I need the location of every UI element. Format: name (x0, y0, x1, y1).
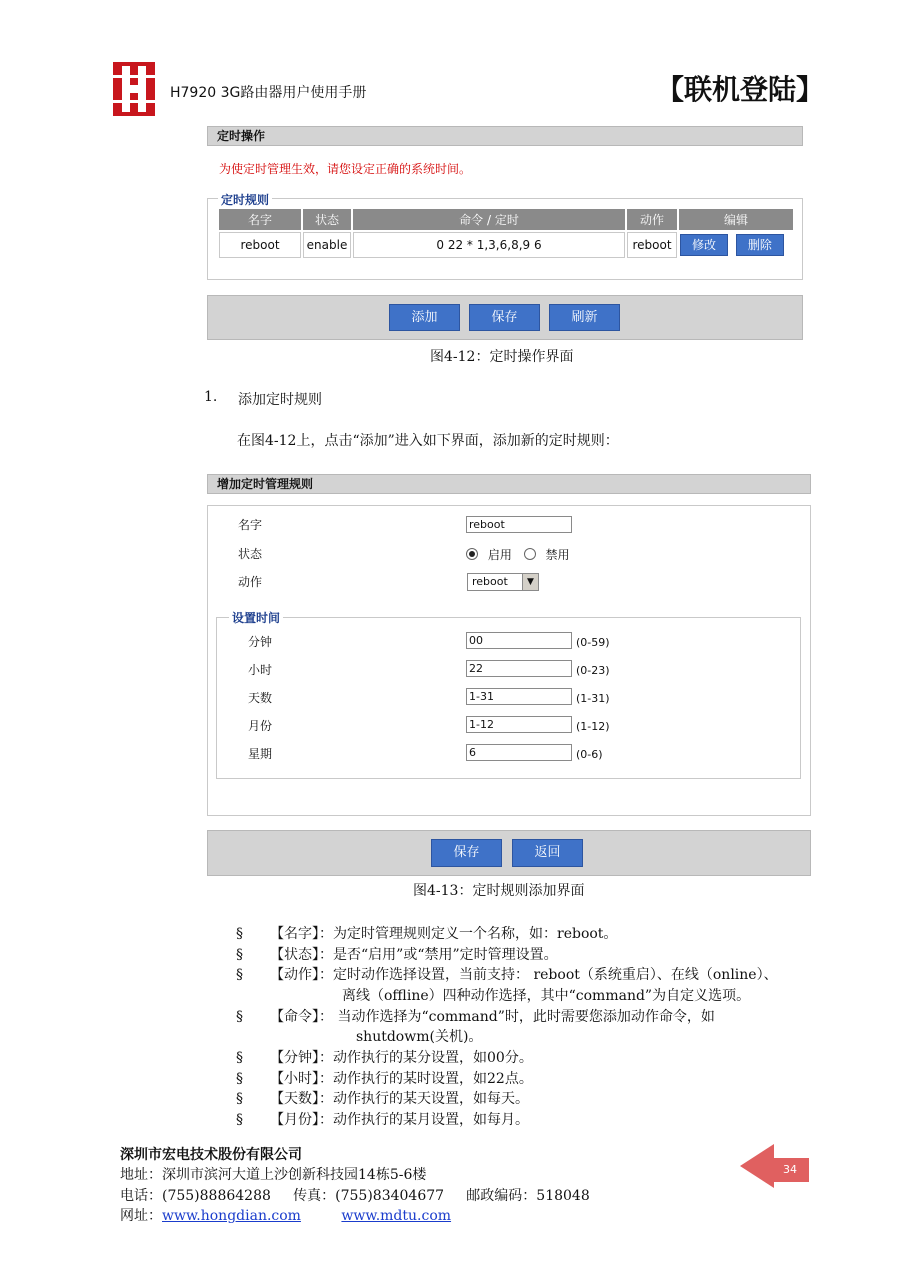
status-disable-label: 禁用 (545, 548, 570, 562)
name-input[interactable]: reboot (466, 516, 572, 533)
figure-caption-4-13: 图4-13：定时规则添加界面 (413, 883, 585, 899)
action-select[interactable] (467, 573, 539, 591)
refresh-button[interactable]: 刷新 (549, 304, 620, 331)
time-notice: 为使定时管理生效，请您设定正确的系统时间。 (219, 162, 472, 176)
weekday-label: 星期 (248, 747, 273, 761)
list-item: § 【命令】： 当动作选择为“command”时，此时需要您添加动作命令，如 (236, 1009, 715, 1025)
month-label: 月份 (248, 719, 273, 733)
chevron-down-icon[interactable]: ▼ (522, 574, 538, 590)
time-settings-legend: 设置时间 (229, 609, 283, 626)
list-item-continuation: shutdowm(关机)。 (356, 1029, 483, 1045)
list-item: § 【动作】：定时动作选择设置，当前支持： reboot（系统重启）、在线（online）、 (236, 967, 778, 983)
minute-range: (0-59) (576, 636, 610, 649)
rule-command-cell: 0 22 * 1,3,6,8,9 6 (353, 232, 625, 258)
step-paragraph: 在图4-12上，点击“添加”进入如下界面，添加新的定时规则： (237, 433, 619, 449)
rule-name-cell: reboot (219, 232, 301, 258)
month-range: (1-12) (576, 720, 610, 733)
status-disable-radio[interactable] (524, 548, 536, 560)
column-header-edit: 编辑 (679, 209, 793, 230)
day-range: (1-31) (576, 692, 610, 705)
status-radio-group (466, 546, 570, 563)
minute-input[interactable]: 00 (466, 632, 572, 649)
list-item: § 【小时】：动作执行的某时设置，如22点。 (236, 1071, 533, 1087)
mdtu-link[interactable]: www.mdtu.com (341, 1208, 452, 1224)
rule-edit-cell (679, 232, 793, 258)
hour-range: (0-23) (576, 664, 610, 677)
rule-status-cell: enable (303, 232, 351, 258)
back-button[interactable]: 返回 (512, 839, 583, 867)
rule-action-cell: reboot (627, 232, 677, 258)
document-title: H7920 3G路由器用户使用手册 (170, 85, 367, 101)
status-label: 状态 (238, 547, 263, 561)
list-item-continuation: 离线（offline）四种动作选择，其中“command”为自定义选项。 (342, 988, 751, 1004)
hour-label: 小时 (248, 663, 273, 677)
day-label: 天数 (248, 691, 273, 705)
footer-address: 地址：深圳市滨河大道上沙创新科技园14栋5-6楼 (120, 1167, 427, 1183)
action-select-value: reboot (472, 575, 508, 588)
edit-rule-button[interactable]: 修改 (680, 234, 728, 256)
column-header-name: 名字 (219, 209, 301, 230)
footer-phone: 电话：(755)88864288 传真：(755)83404677 邮政编码：518048 (120, 1188, 590, 1204)
column-header-command: 命令 / 定时 (353, 209, 625, 230)
add-rule-panel-title: 增加定时管理规则 (207, 474, 811, 494)
footer-company: 深圳市宏电技术股份有限公司 (120, 1147, 302, 1163)
table-header-row (219, 209, 793, 230)
day-input[interactable]: 1-31 (466, 688, 572, 705)
company-logo (113, 62, 155, 116)
step-title: 添加定时规则 (238, 392, 322, 408)
weekday-range: (0-6) (576, 748, 603, 761)
timer-rules-legend: 定时规则 (218, 191, 272, 208)
table-row (219, 232, 793, 258)
add-rule-button[interactable]: 添加 (389, 304, 460, 331)
page-number-badge: 34 (771, 1158, 809, 1182)
list-item: § 【天数】：动作执行的某天设置，如每天。 (236, 1091, 529, 1107)
timer-panel-title: 定时操作 (207, 126, 803, 146)
arrow-left-icon (740, 1144, 774, 1188)
month-input[interactable]: 1-12 (466, 716, 572, 733)
step-number: 1. (204, 389, 218, 405)
section-title: 【联机登陆】 (656, 73, 825, 106)
minute-label: 分钟 (248, 635, 273, 649)
column-header-action: 动作 (627, 209, 677, 230)
weekday-input[interactable]: 6 (466, 744, 572, 761)
save-button[interactable]: 保存 (469, 304, 540, 331)
delete-rule-button[interactable]: 删除 (736, 234, 784, 256)
status-enable-label: 启用 (487, 548, 512, 562)
list-item: § 【分钟】：动作执行的某分设置，如00分。 (236, 1050, 533, 1066)
hongdian-link[interactable]: www.hongdian.com (162, 1208, 301, 1224)
figure-caption-4-12: 图4-12：定时操作界面 (430, 349, 574, 365)
timer-rules-table (217, 207, 795, 260)
list-item: § 【状态】：是否“启用”或“禁用”定时管理设置。 (236, 947, 558, 963)
name-label: 名字 (238, 518, 263, 532)
footer-web-label: 网址： (120, 1208, 162, 1224)
save-rule-button[interactable]: 保存 (431, 839, 502, 867)
list-item: § 【名字】：为定时管理规则定义一个名称，如：reboot。 (236, 926, 618, 942)
add-panel-button-bar (207, 830, 811, 876)
list-item: § 【月份】：动作执行的某月设置，如每月。 (236, 1112, 529, 1128)
footer-web (120, 1205, 451, 1225)
hour-input[interactable]: 22 (466, 660, 572, 677)
column-header-status: 状态 (303, 209, 351, 230)
action-label: 动作 (238, 575, 263, 589)
status-enable-radio[interactable] (466, 548, 478, 560)
